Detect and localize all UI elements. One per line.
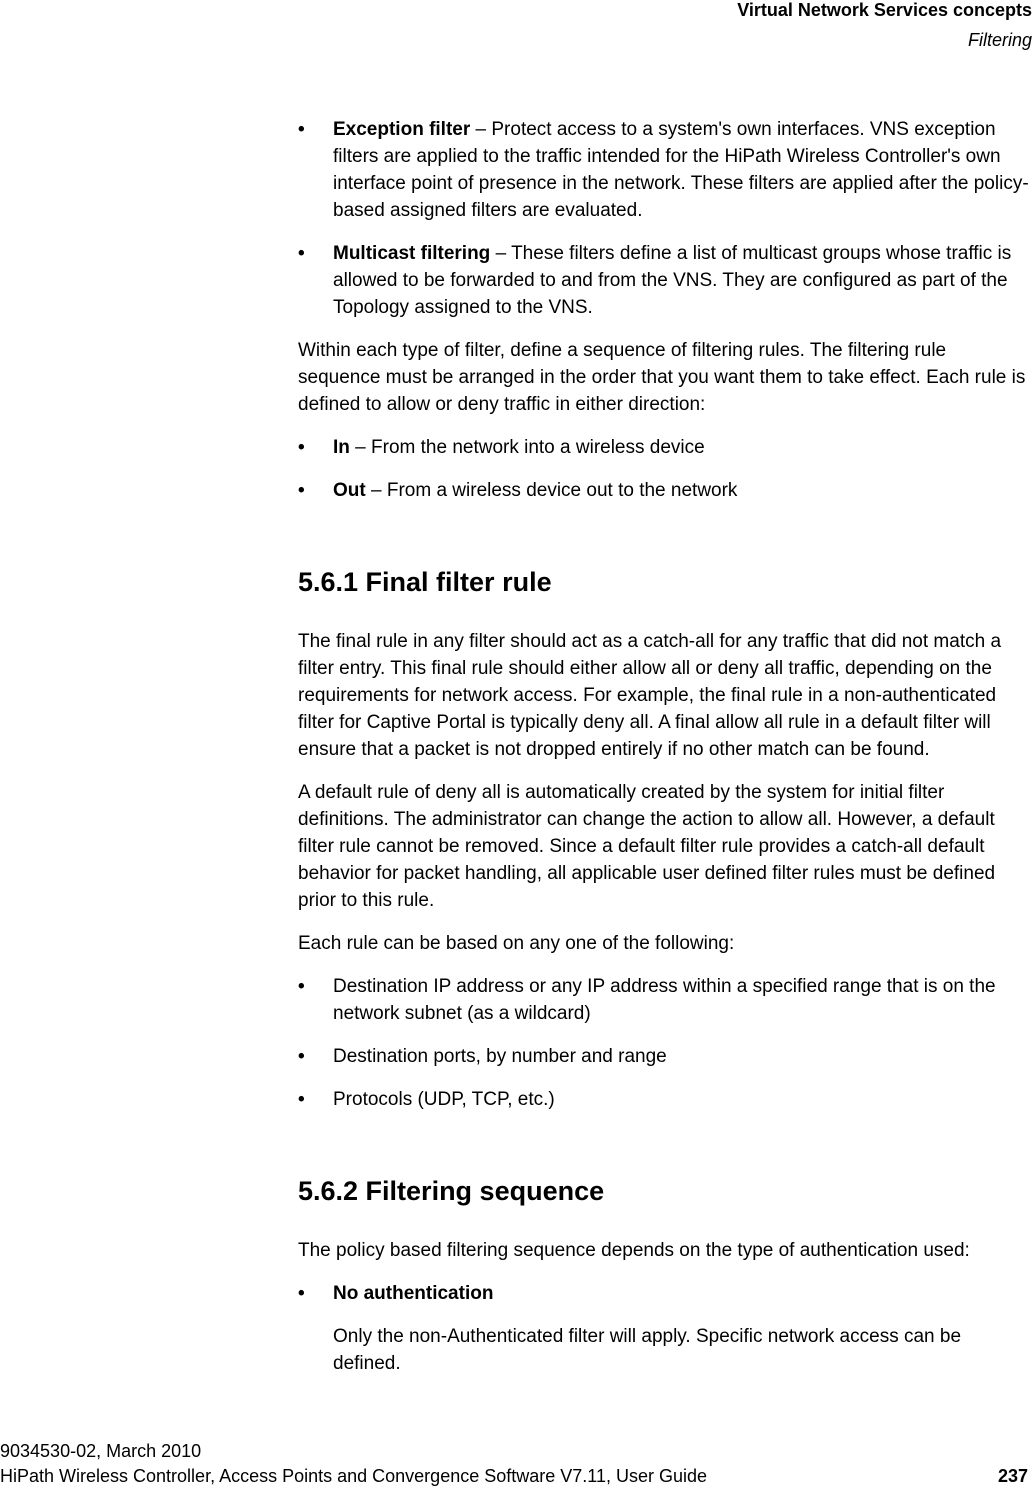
- footer-doc-title: HiPath Wireless Controller, Access Points and Convergence Software V7.11, User Guide: [0, 1466, 708, 1486]
- bullet-text: – Protect access to a system's own interfaces. VNS exception filters are applied to the traffic intended for the HiPath Wireless Controller's own interface point of presence in the network. These filters are applied after the policy-based assigned filters are evaluated.: [333, 119, 1029, 221]
- paragraph: Within each type of filter, define a sequence of filtering rules. The filtering rule sequence must be arranged in the order that you want them to take effect. Each rule is defined to allow or deny traffic in either direction:: [298, 340, 1026, 415]
- paragraph: A default rule of deny all is automatically created by the system for initial filter definitions. The administrator can change the action to allow all. However, a default filter rule cannot be removed. Since a default filter rule provides a catch-all default behavior for packet handling, all applicable user defined filter rules must be defined prior to this rule.: [298, 782, 996, 911]
- running-header-title: Virtual Network Services concepts: [737, 0, 1032, 20]
- bullet-term: Multicast filtering: [333, 243, 491, 264]
- list-item: [298, 1043, 1032, 1070]
- bullet-term: No authentication: [333, 1283, 494, 1304]
- list-item: [298, 1086, 1032, 1113]
- list-item: [298, 477, 1032, 504]
- bullet-text: Protocols (UDP, TCP, etc.): [333, 1089, 555, 1110]
- bullet-icon: •: [298, 1283, 305, 1304]
- paragraph: Each rule can be based on any one of the following:: [298, 933, 735, 954]
- bullet-text: – From a wireless device out to the network: [365, 480, 738, 501]
- bullet-icon: •: [298, 243, 305, 264]
- bullet-icon: •: [298, 119, 305, 140]
- list-item: [298, 1280, 1032, 1307]
- list-item: [298, 973, 1032, 1027]
- footer-doc-id: 9034530-02, March 2010: [0, 1441, 202, 1461]
- list-item: [298, 116, 1032, 224]
- bullet-text: Destination IP address or any IP address within a specified range that is on the network subnet (as a wildcard): [333, 976, 996, 1024]
- section-heading-filtering-sequence: 5.6.2 Filtering sequence: [298, 1176, 605, 1206]
- paragraph: Only the non-Authenticated filter will apply. Specific network access can be defined.: [333, 1326, 962, 1374]
- list-item: [298, 240, 1032, 321]
- bullet-term: Out: [333, 480, 366, 501]
- list-item: [298, 434, 1032, 461]
- bullet-icon: •: [298, 437, 305, 458]
- section-heading-final-filter-rule: 5.6.1 Final filter rule: [298, 567, 552, 597]
- bullet-icon: •: [298, 1046, 305, 1067]
- bullet-text: – From the network into a wireless device: [349, 437, 705, 458]
- running-header-section: Filtering: [967, 30, 1032, 50]
- bullet-text: – These filters define a list of multicast groups whose traffic is allowed to be forwarded to and from the VNS. They are configured as part of the Topology assigned to the VNS.: [333, 243, 1012, 318]
- bullet-icon: •: [298, 480, 305, 501]
- bullet-term: In: [333, 437, 350, 458]
- bullet-term: Exception filter: [333, 119, 471, 140]
- paragraph: The final rule in any filter should act as a catch-all for any traffic that did not match a filter entry. This final rule should either allow all or deny all traffic, depending on the requirements for network access. For example, the final rule in a non-authenticated filter for Captive Portal is typically deny all. A final allow all rule in a default filter will ensure that a packet is not dropped entirely if no other match can be found.: [298, 631, 1002, 760]
- bullet-text: Destination ports, by number and range: [333, 1046, 667, 1067]
- bullet-icon: •: [298, 1089, 305, 1110]
- page-content: [298, 116, 1032, 1377]
- footer-page-number: 237: [997, 1466, 1028, 1486]
- bullet-icon: •: [298, 976, 305, 997]
- paragraph: The policy based filtering sequence depends on the type of authentication used:: [298, 1240, 970, 1261]
